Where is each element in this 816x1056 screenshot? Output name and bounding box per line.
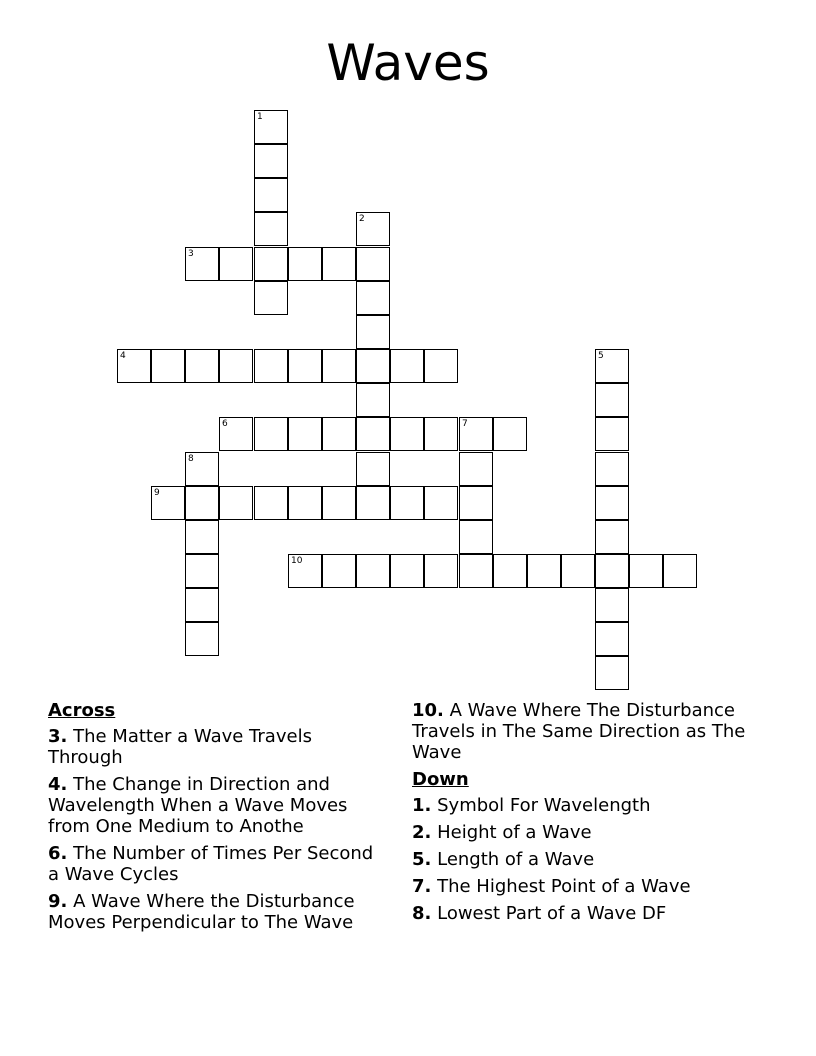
cell-number: 10	[291, 556, 303, 566]
crossword-cell[interactable]	[595, 554, 629, 588]
crossword-cell[interactable]	[254, 349, 288, 383]
clue-down-1	[412, 795, 782, 816]
crossword-cell[interactable]	[254, 144, 288, 178]
clue-text: A Wave Where The Disturbance Travels in The Same Direction as The Wave	[412, 700, 746, 763]
crossword-cell[interactable]	[322, 554, 356, 588]
crossword-cell[interactable]	[288, 486, 322, 520]
cell-number: 4	[120, 351, 126, 361]
crossword-cell[interactable]	[561, 554, 595, 588]
crossword-cell[interactable]	[322, 486, 356, 520]
crossword-cell[interactable]	[663, 554, 697, 588]
clue-text: The Change in Direction and Wavelength When a Wave Moves from One Medium to Anothe	[48, 774, 348, 837]
cell-number: 1	[257, 112, 263, 122]
clue-text: A Wave Where the Disturbance Moves Perpendicular to The Wave	[48, 891, 355, 933]
crossword-cell[interactable]	[459, 417, 493, 451]
crossword-cell[interactable]	[288, 247, 322, 281]
crossword-cell[interactable]	[356, 212, 390, 246]
crossword-cell[interactable]	[288, 349, 322, 383]
crossword-cell[interactable]	[185, 554, 219, 588]
clue-across-9	[48, 891, 388, 933]
crossword-cell[interactable]	[493, 554, 527, 588]
crossword-cell[interactable]	[219, 349, 253, 383]
crossword-cell[interactable]	[185, 520, 219, 554]
clue-text: The Matter a Wave Travels Through	[48, 726, 312, 768]
crossword-cell[interactable]	[356, 417, 390, 451]
crossword-cell[interactable]	[322, 349, 356, 383]
clues-left-column	[48, 700, 388, 939]
crossword-cell[interactable]	[322, 247, 356, 281]
crossword-cell[interactable]	[185, 588, 219, 622]
clue-text: Lowest Part of a Wave DF	[437, 903, 667, 924]
clue-down-7	[412, 876, 782, 897]
crossword-cell[interactable]	[185, 349, 219, 383]
crossword-cell[interactable]	[424, 554, 458, 588]
cell-number: 5	[598, 351, 604, 361]
crossword-cell[interactable]	[595, 383, 629, 417]
crossword-cell[interactable]	[254, 178, 288, 212]
clue-number: 7.	[412, 876, 432, 897]
crossword-cell[interactable]	[595, 622, 629, 656]
crossword-cell[interactable]	[595, 486, 629, 520]
clue-text: Height of a Wave	[437, 822, 592, 843]
crossword-cell[interactable]	[288, 417, 322, 451]
crossword-cell[interactable]	[595, 349, 629, 383]
crossword-cell[interactable]	[151, 349, 185, 383]
clue-text: Length of a Wave	[437, 849, 595, 870]
clue-number: 5.	[412, 849, 432, 870]
crossword-cell[interactable]	[595, 417, 629, 451]
clue-text: Symbol For Wavelength	[437, 795, 651, 816]
crossword-cell[interactable]	[322, 417, 356, 451]
down-heading: Down	[412, 769, 469, 790]
clue-text: The Highest Point of a Wave	[437, 876, 691, 897]
crossword-cell[interactable]	[254, 281, 288, 315]
crossword-cell[interactable]	[254, 247, 288, 281]
crossword-cell[interactable]	[595, 452, 629, 486]
crossword-cell[interactable]	[459, 486, 493, 520]
clue-down-2	[412, 822, 782, 843]
crossword-cell[interactable]	[254, 212, 288, 246]
cell-number: 3	[188, 249, 194, 259]
crossword-cell[interactable]	[424, 486, 458, 520]
clue-text: The Number of Times Per Second a Wave Cycles	[48, 843, 374, 885]
crossword-cell[interactable]	[356, 281, 390, 315]
clue-number: 3.	[48, 726, 68, 747]
crossword-cell[interactable]	[459, 554, 493, 588]
crossword-cell[interactable]	[185, 486, 219, 520]
crossword-cell[interactable]	[390, 486, 424, 520]
crossword-cell[interactable]	[493, 417, 527, 451]
crossword-cell[interactable]	[254, 486, 288, 520]
crossword-cell[interactable]	[356, 452, 390, 486]
clue-across-10	[412, 700, 782, 763]
clues-right-column	[412, 700, 782, 930]
clue-across-6	[48, 843, 388, 885]
clue-number: 8.	[412, 903, 432, 924]
clue-across-3	[48, 726, 388, 768]
page-title: Waves	[326, 34, 490, 92]
across-heading: Across	[48, 700, 116, 721]
crossword-cell[interactable]	[459, 452, 493, 486]
crossword-cell[interactable]	[288, 554, 322, 588]
clue-down-5	[412, 849, 782, 870]
crossword-cell[interactable]	[390, 417, 424, 451]
clue-number: 4.	[48, 774, 68, 795]
crossword-cell[interactable]	[527, 554, 561, 588]
crossword-cell[interactable]	[424, 417, 458, 451]
crossword-cell[interactable]	[356, 486, 390, 520]
crossword-cell[interactable]	[219, 486, 253, 520]
cell-number: 2	[359, 214, 365, 224]
crossword-cell[interactable]	[219, 417, 253, 451]
clue-number: 10.	[412, 700, 444, 721]
cell-number: 6	[222, 419, 228, 429]
crossword-cell[interactable]	[390, 554, 424, 588]
clue-across-4	[48, 774, 388, 837]
crossword-cell[interactable]	[356, 554, 390, 588]
crossword-cell[interactable]	[117, 349, 151, 383]
crossword-cell[interactable]	[390, 349, 424, 383]
crossword-cell[interactable]	[254, 417, 288, 451]
crossword-cell[interactable]	[595, 656, 629, 690]
cell-number: 9	[154, 488, 160, 498]
clue-down-8	[412, 903, 782, 924]
crossword-cell[interactable]	[356, 383, 390, 417]
crossword-cell[interactable]	[595, 520, 629, 554]
crossword-cell[interactable]	[219, 247, 253, 281]
crossword-cell[interactable]	[595, 588, 629, 622]
clue-number: 2.	[412, 822, 432, 843]
crossword-cell[interactable]	[151, 486, 185, 520]
crossword-cell[interactable]	[254, 110, 288, 144]
crossword-cell[interactable]	[185, 247, 219, 281]
crossword-cell[interactable]	[356, 315, 390, 349]
crossword-cell[interactable]	[356, 247, 390, 281]
clue-number: 6.	[48, 843, 68, 864]
cell-number: 8	[188, 454, 194, 464]
crossword-cell[interactable]	[629, 554, 663, 588]
clue-number: 1.	[412, 795, 432, 816]
crossword-cell[interactable]	[459, 520, 493, 554]
crossword-cell[interactable]	[356, 349, 390, 383]
crossword-cell[interactable]	[424, 349, 458, 383]
cell-number: 7	[462, 419, 468, 429]
clue-number: 9.	[48, 891, 68, 912]
crossword-cell[interactable]	[185, 622, 219, 656]
crossword-cell[interactable]	[185, 452, 219, 486]
